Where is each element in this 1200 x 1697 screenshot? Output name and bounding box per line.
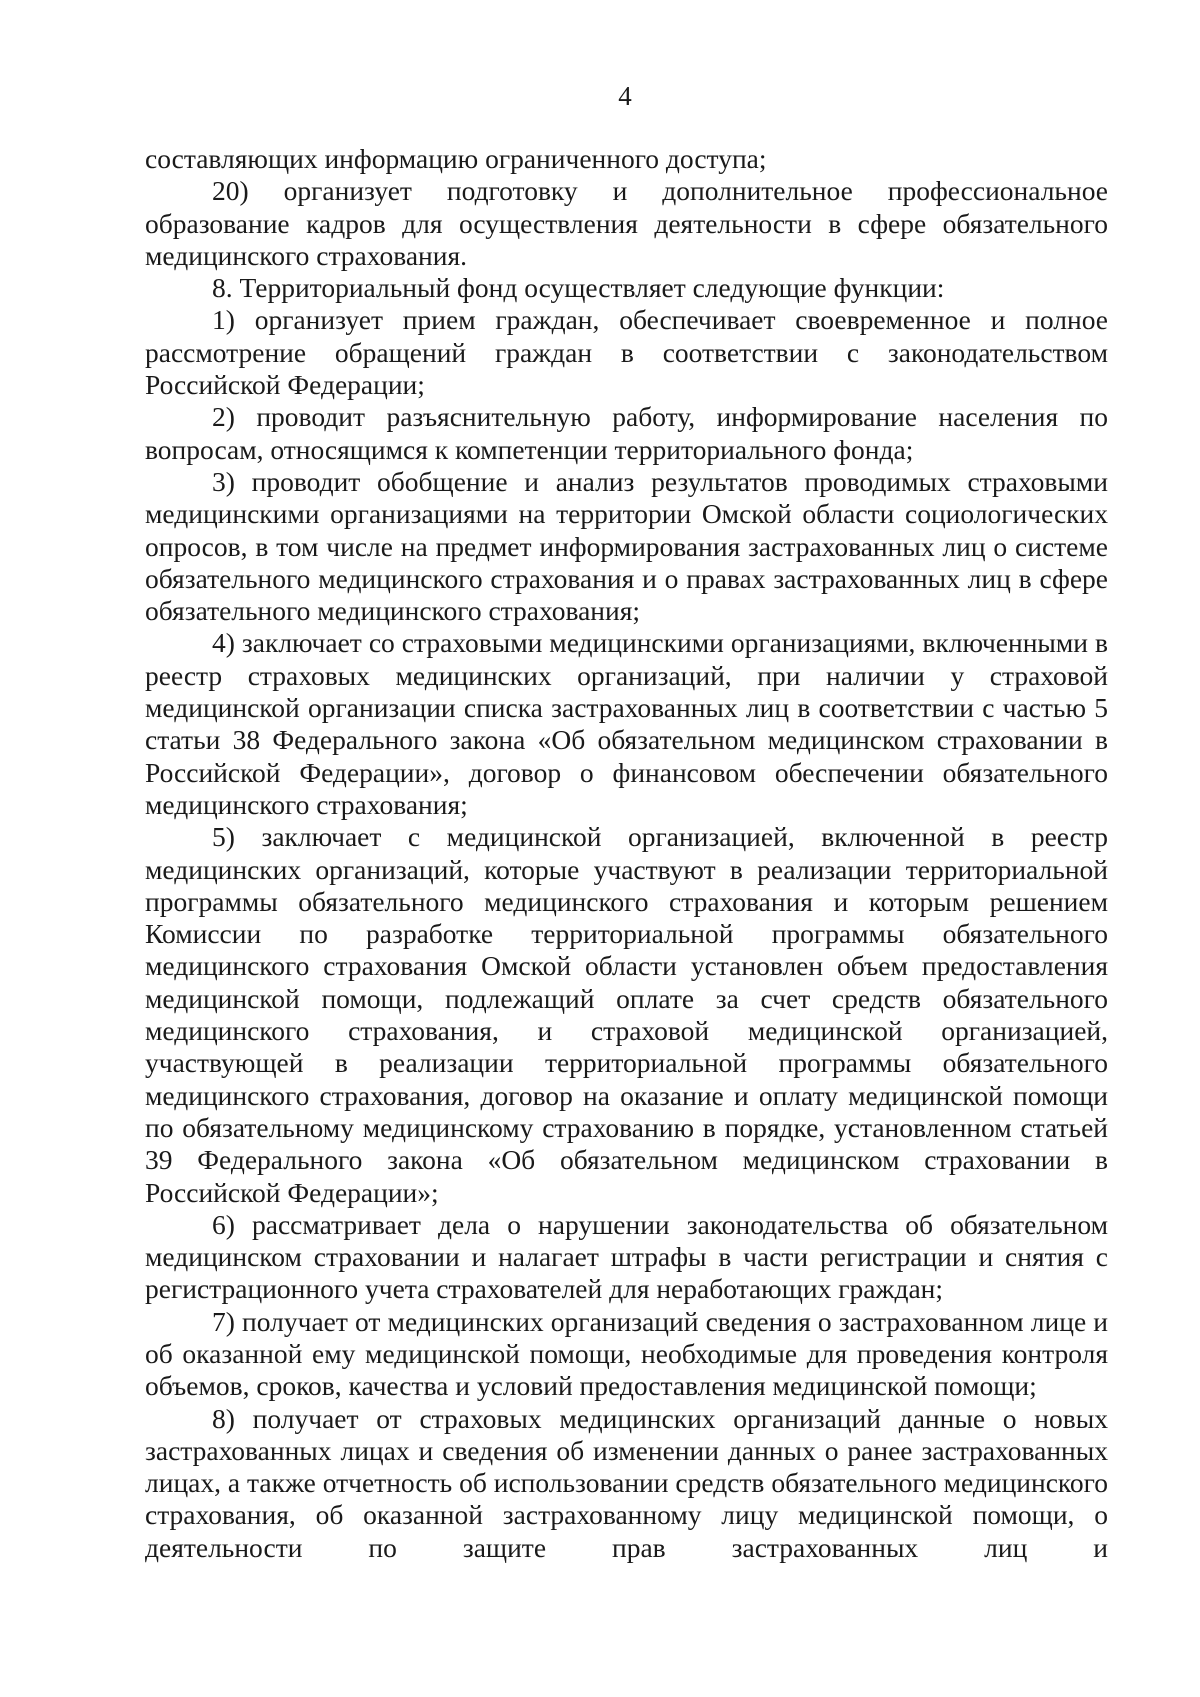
document-body [145,143,1108,1564]
paragraph-function-2: 2) проводит разъяснительную работу, информирование населения по вопросам, относящимся к компетенции территориального фонда; [145,401,1108,465]
paragraph-function-8: 8) получает от страховых медицинских организаций данные о новых застрахованных лицах и сведения об изменении данных о ранее застрахованных лицах, а также отчетность об использовании средств обязательного медицинского страхования, об оказанной застрахованному лицу медицинской помощи, о деятельности по защите прав застрахованных лиц и [145,1402,1108,1563]
paragraph-item-20: 20) организует подготовку и дополнительное профессиональное образование кадров для осуществления деятельности в сфере обязательного медицинского страхования. [145,175,1108,271]
paragraph-continuation: составляющих информацию ограниченного доступа; [145,143,767,174]
paragraph-function-3: 3) проводит обобщение и анализ результатов проводимых страховыми медицинскими организациями на территории Омской области социологических опросов, в том числе на предмет информирования застрахованных лиц о системе обязательного медицинского страхования и о правах застрахованных лиц в сфере обязательного медицинского страхования; [145,465,1108,627]
paragraph-section-8: 8. Территориальный фонд осуществляет следующие функции: [212,272,945,304]
page-number: 4 [618,81,632,111]
paragraph-function-7: 7) получает от медицинских организаций сведения о застрахованном лице и об оказанной ему медицинской помощи, необходимые для проведения контроля объемов, сроков, качества и условий предоставления медицинской помощи; [145,1305,1108,1402]
paragraph-function-6: 6) рассматривает дела о нарушении законодательства об обязательном медицинском страховании и налагает штрафы в части регистрации и снятия с регистрационного учета страхователей для неработающих граждан; [145,1208,1108,1305]
paragraph-function-5: 5) заключает с медицинской организацией, включенной в реестр медицинских организаций, которые участвуют в реализации территориальной программы обязательного медицинского страхования и которым решением Комиссии по разработке территориальной программы обязательного медицинского страхования Омской области установлен объем предоставления медицинской помощи, подлежащий оплате за счет средств обязательного медицинского страхования, и страховой медицинской организацией, участвующей в реализации территориальной программы обязательного медицинского страхования, договор на оказание и оплату медицинской помощи по обязательному медицинскому страхованию в порядке, установленном статьей 39 Федерального закона «Об обязательном медицинском страховании в Российской Федерации»; [145,821,1108,1208]
paragraph-function-4: 4) заключает со страховыми медицинскими организациями, включенными в реестр страховых медицинских организаций, при наличии у страховой медицинской организации списка застрахованных лиц в соответствии с частью 5 статьи 38 Федерального закона «Об обязательном медицинском страховании в Российской Федерации», договор о финансовом обеспечении обязательного медицинского страхования; [145,627,1108,820]
paragraph-function-1: 1) организует прием граждан, обеспечивает своевременное и полное рассмотрение обращений граждан в соответствии с законодательством Российской Федерации; [145,304,1108,401]
